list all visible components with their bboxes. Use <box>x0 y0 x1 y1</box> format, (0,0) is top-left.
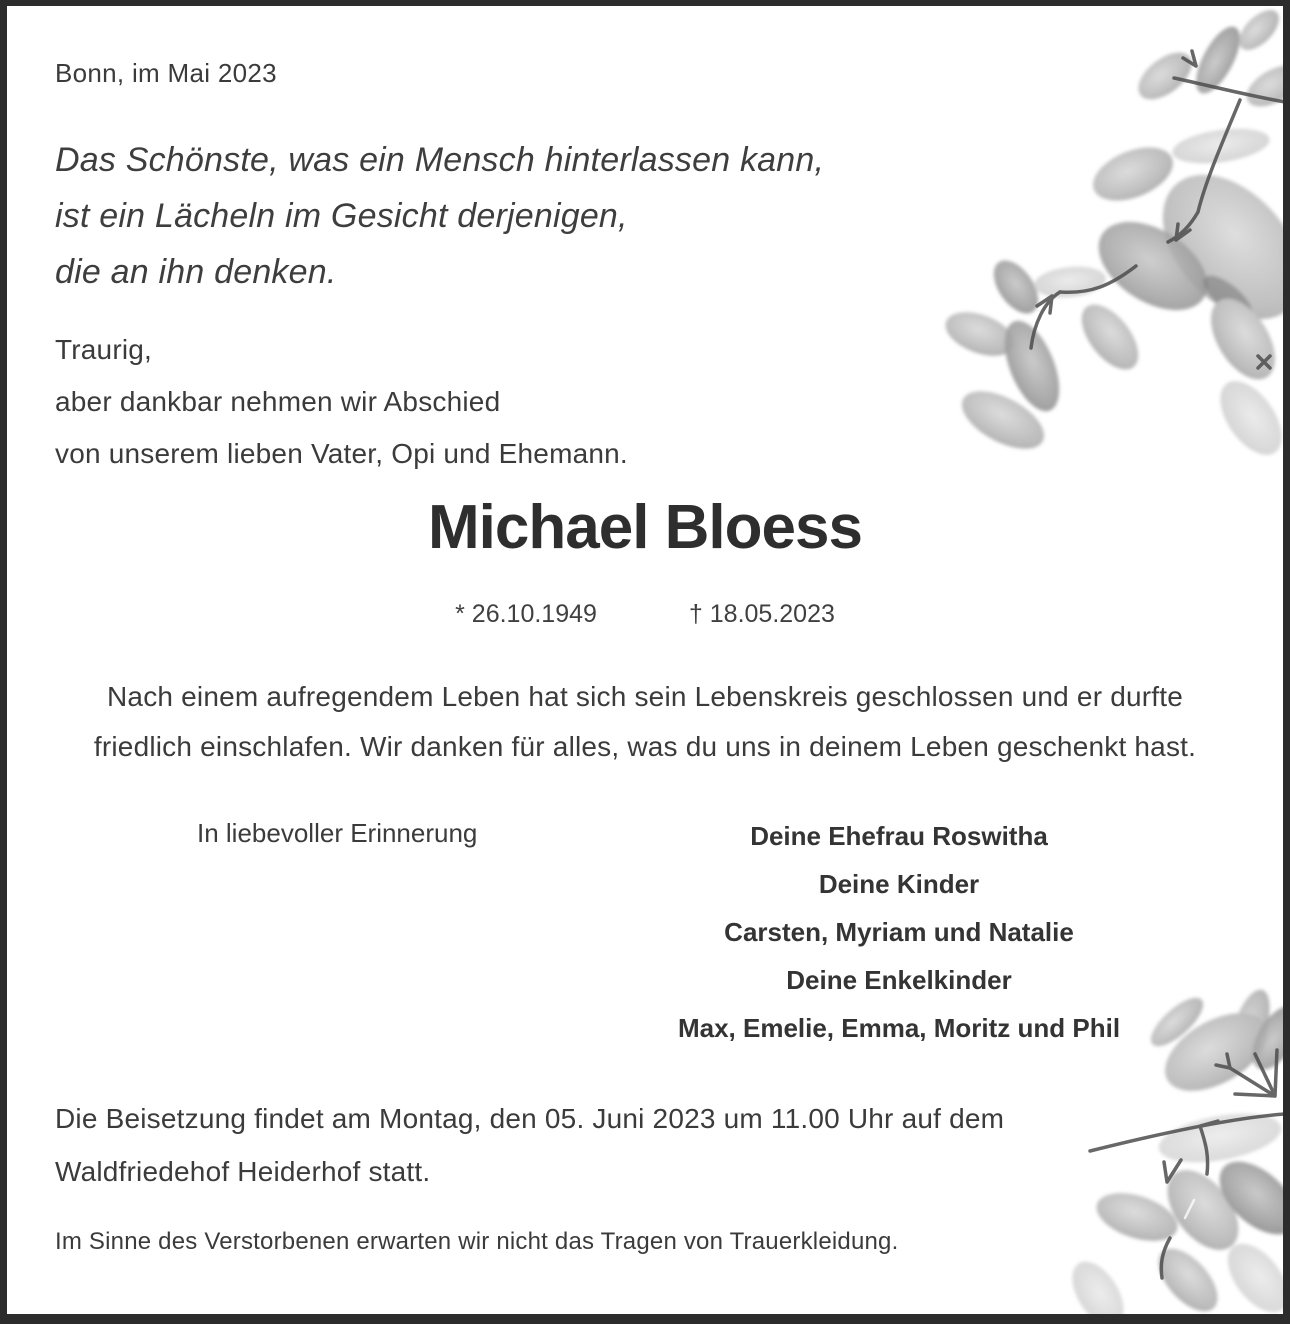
quote-line: ist ein Lächeln im Gesicht derjenigen, <box>55 197 628 235</box>
quote-line: Das Schönste, was ein Mensch hinterlassen kann, <box>55 141 825 179</box>
intro-line: von unserem lieben Vater, Opi und Ehemann. <box>55 438 628 469</box>
funeral-line: Waldfriedehof Heiderhof statt. <box>55 1156 431 1187</box>
watercolor-leaves-top-right-icon <box>940 4 1285 474</box>
dress-code-note: Im Sinne des Verstorbenen erwarten wir nicht das Tragen von Trauerkleidung. <box>55 1228 899 1255</box>
remembrance-label: In liebevoller Erinnerung <box>197 818 478 848</box>
quote-line: die an ihn denken. <box>55 253 337 291</box>
funeral-line: Die Beisetzung findet am Montag, den 05. Juni 2023 um 11.00 Uhr auf dem <box>55 1103 1005 1134</box>
tribute-line: friedlich einschlafen. Wir danken für alles, was du uns in deinem Leben geschenkt hast. <box>93 731 1197 762</box>
farewell-intro <box>55 324 628 480</box>
family-signature-list <box>599 812 1199 1052</box>
life-dates <box>7 600 1283 629</box>
family-line: Deine Kinder <box>818 869 980 899</box>
family-line: Deine Ehefrau Roswitha <box>750 821 1048 851</box>
dateline: Bonn, im Mai 2023 <box>55 58 277 88</box>
funeral-details <box>55 1092 1004 1198</box>
family-line: Max, Emelie, Emma, Moritz und Phil <box>677 1013 1121 1043</box>
intro-line: Traurig, <box>55 334 153 365</box>
opening-quote <box>55 132 824 300</box>
tribute-paragraph <box>7 672 1283 772</box>
birth-date: * 26.10.1949 <box>455 600 597 628</box>
deceased-name: Michael Bloess <box>428 493 862 562</box>
family-line: Carsten, Myriam und Natalie <box>724 917 1074 947</box>
death-date: † 18.05.2023 <box>688 600 835 628</box>
family-line: Deine Enkelkinder <box>786 965 1012 995</box>
tribute-line: Nach einem aufregendem Leben hat sich sein Lebenskreis geschlossen und er durfte <box>107 681 1183 712</box>
intro-line: aber dankbar nehmen wir Abschied <box>55 386 501 417</box>
